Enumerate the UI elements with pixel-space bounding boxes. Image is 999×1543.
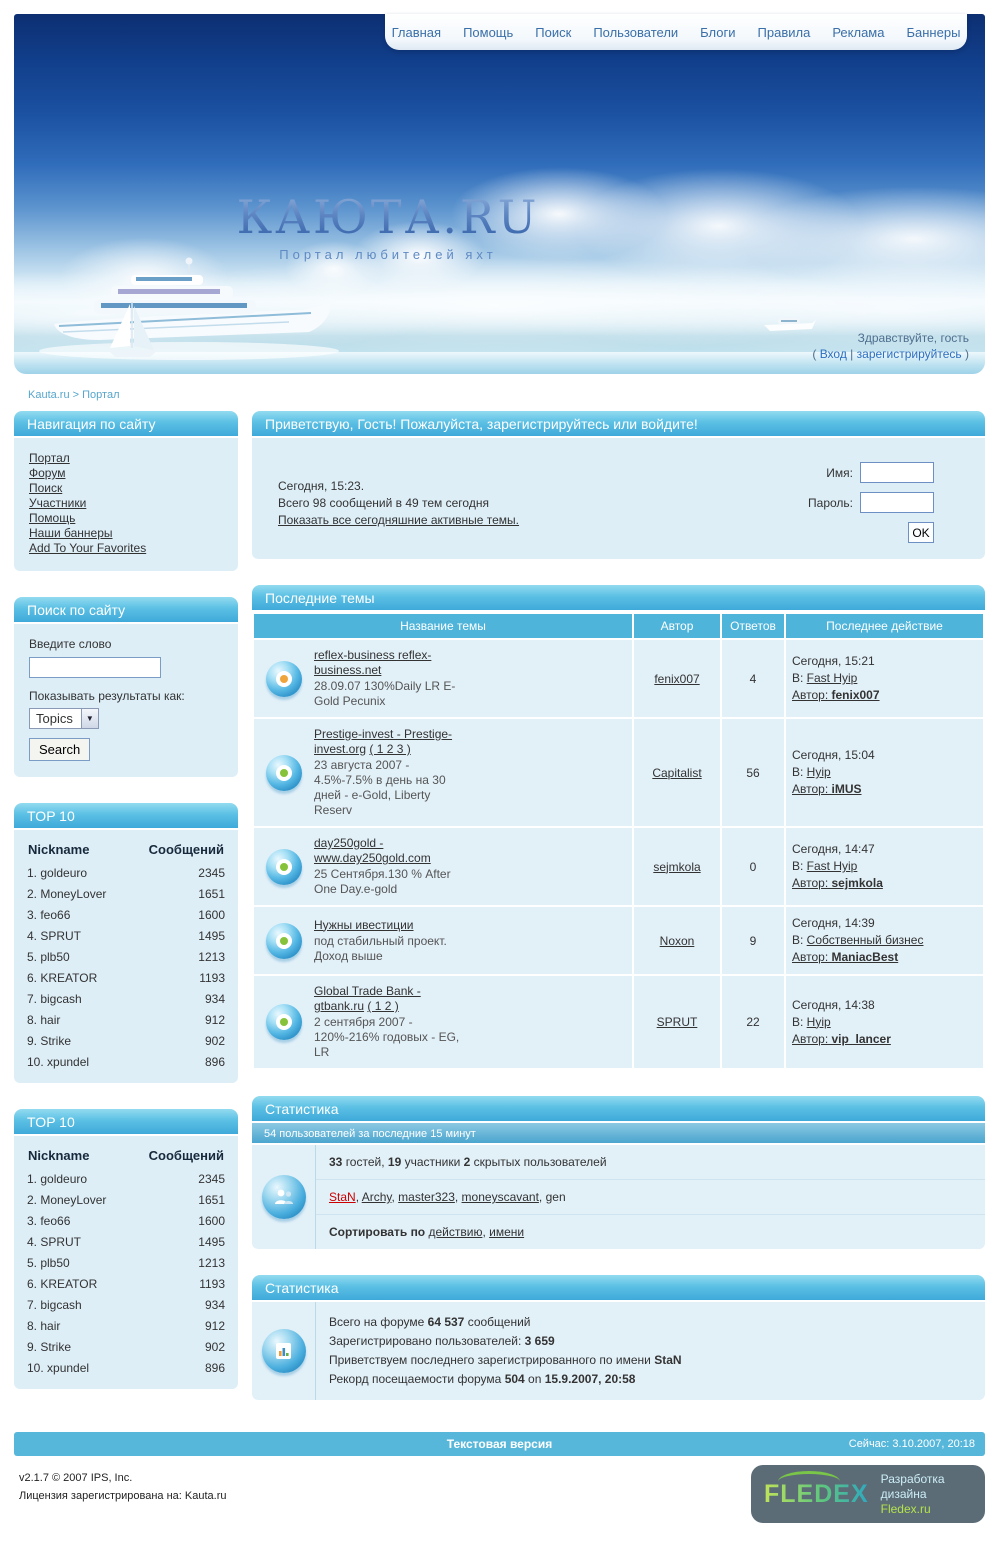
topic-name-cell xyxy=(254,719,632,826)
sidebar-nav-link[interactable]: Помощь xyxy=(29,511,76,525)
nav-link[interactable]: Главная xyxy=(391,24,442,40)
site-navigation-list xyxy=(29,451,223,556)
topic-icon xyxy=(266,661,302,697)
topic-row xyxy=(254,828,983,905)
main-nav xyxy=(385,14,967,50)
nav-link[interactable]: Реклама xyxy=(832,24,885,40)
sidebar-nav-link[interactable]: Участники xyxy=(29,496,87,510)
topic-name-cell xyxy=(254,640,632,717)
top10-row xyxy=(27,1031,225,1052)
forum-link[interactable]: Собственный бизнес xyxy=(806,933,924,947)
top10-count: 1651 xyxy=(198,1193,225,1207)
forum-link[interactable]: Fast Hyip xyxy=(806,859,858,873)
top10-title: TOP 10 xyxy=(14,1109,238,1136)
top10-row xyxy=(27,947,225,968)
site-logo xyxy=(14,190,762,262)
top10-count: 1193 xyxy=(199,1277,225,1291)
top10-count: 934 xyxy=(204,992,225,1006)
topic-last-forum: В: Hyip xyxy=(792,765,831,779)
topic-author-cell xyxy=(634,719,720,826)
logo-subtitle: Портал любителей яхт xyxy=(279,247,497,262)
topic-icon xyxy=(266,849,302,885)
top10-count: 896 xyxy=(204,1361,225,1375)
top10-count: 912 xyxy=(204,1319,225,1333)
forum-stats-line-registered: Зарегистрировано пользователей: 3 659 xyxy=(329,1334,555,1348)
top10-rows xyxy=(27,1169,225,1379)
topic-last-date: Сегодня, 14:38 xyxy=(792,997,875,1012)
name-label: Имя: xyxy=(826,465,853,480)
show-active-topics-link[interactable]: Показать все сегодняшние активные темы. xyxy=(278,513,520,527)
topic-replies-count: 56 xyxy=(722,719,784,826)
users-icon xyxy=(262,1175,306,1219)
footer-info xyxy=(14,1456,985,1543)
topic-description: 2 сентября 2007 - 120%-216% годовых - EG, LR xyxy=(314,1015,460,1059)
topic-replies-count: 0 xyxy=(722,828,784,905)
topic-title-link[interactable]: Global Trade Bank - gtbank.ru xyxy=(314,984,421,1013)
footer-license xyxy=(14,1465,227,1505)
top10-count: 2345 xyxy=(198,1172,225,1186)
sidebar-nav-link[interactable]: Форум xyxy=(29,466,66,480)
online-user[interactable]: master323 xyxy=(398,1190,455,1204)
top10-row xyxy=(27,1337,225,1358)
last-author-link[interactable]: Автор: vip_lancer xyxy=(792,1031,891,1046)
online-counts-line: 33 гостей, 19 участники 2 скрытых пользователей xyxy=(316,1145,985,1180)
topic-last-date: Сегодня, 14:39 xyxy=(792,916,875,930)
nav-item xyxy=(689,25,746,40)
topic-last-date: Сегодня, 14:47 xyxy=(792,842,875,856)
last-author-link[interactable]: Автор: sejmkola xyxy=(792,876,883,890)
forum-stats-content xyxy=(316,1302,985,1400)
top10-count: 1600 xyxy=(198,1214,225,1228)
top10-col-messages: Сообщений xyxy=(148,1148,224,1163)
top10-nickname: 8. hair xyxy=(27,1013,61,1027)
fledex-logo: FLEDEX xyxy=(764,1479,869,1508)
search-input[interactable] xyxy=(29,657,161,678)
topic-last-cell xyxy=(786,719,983,826)
online-stats-panel xyxy=(252,1096,985,1249)
small-yacht-illustration xyxy=(762,314,818,334)
site-search-title: Поиск по сайту xyxy=(14,597,238,624)
topic-last-cell xyxy=(786,907,983,974)
fledex-site-link[interactable]: Fledex.ru xyxy=(880,1501,931,1516)
online-user: gen xyxy=(545,1190,566,1204)
topic-icon xyxy=(266,1004,302,1040)
top10-count: 902 xyxy=(204,1340,225,1354)
text-version-link[interactable]: Текстовая версия xyxy=(446,1437,553,1451)
top10-panel-2 xyxy=(14,1109,238,1389)
site-search-panel xyxy=(14,597,238,777)
forum-link[interactable]: Hyip xyxy=(806,1014,831,1029)
nav-item xyxy=(895,25,971,40)
top10-count: 2345 xyxy=(198,866,225,880)
top10-header-row xyxy=(27,835,225,863)
top10-count: 1651 xyxy=(198,887,225,901)
sidebar-nav-item xyxy=(29,466,223,481)
topic-last-date: Сегодня, 15:21 xyxy=(792,654,875,668)
login-prefix: ( xyxy=(812,347,820,361)
password-label: Пароль: xyxy=(808,495,853,510)
topics-col-last: Последнее действие xyxy=(786,614,983,638)
top10-count: 1213 xyxy=(198,950,225,964)
topics-header-row xyxy=(254,614,983,638)
online-stats-subtitle: 54 пользователей за последние 15 минут xyxy=(252,1123,985,1145)
register-link[interactable]: зарегистрируйтесь xyxy=(856,347,962,361)
sort-link[interactable]: действию xyxy=(428,1225,483,1239)
nav-link[interactable]: Пользователи xyxy=(593,24,679,40)
topic-replies-count: 9 xyxy=(722,907,784,974)
top10-nickname: 8. hair xyxy=(27,1319,61,1333)
search-input-label: Введите слово xyxy=(29,637,112,651)
top10-nickname: 7. bigcash xyxy=(27,1298,82,1312)
top10-nickname: 4. SPRUT xyxy=(27,1235,82,1249)
ok-button[interactable]: OK xyxy=(908,522,934,543)
breadcrumb-separator: > xyxy=(69,389,83,401)
breadcrumb-page: Портал xyxy=(82,389,120,401)
top10-row xyxy=(27,1295,225,1316)
sidebar-nav-link[interactable]: Add To Your Favorites xyxy=(29,541,147,555)
top10-nickname: 1. goldeuro xyxy=(27,866,88,880)
topic-last-forum: В: Fast Hyip xyxy=(792,671,858,685)
nav-item xyxy=(747,25,822,40)
site-navigation-body xyxy=(14,438,238,571)
top10-count: 896 xyxy=(204,1055,225,1069)
online-stats-icon-column xyxy=(252,1145,316,1249)
topic-author-link[interactable]: sejmkola xyxy=(653,859,701,874)
forum-stats-line-total: Всего на форуме 64 537 сообщений xyxy=(329,1315,531,1329)
top10-nickname: 3. feo66 xyxy=(27,1214,71,1228)
fledex-design-line: Разработка дизайна xyxy=(880,1471,945,1501)
online-stats-content xyxy=(316,1145,985,1249)
top10-row xyxy=(27,1232,225,1253)
topic-row xyxy=(254,907,983,974)
top10-title: TOP 10 xyxy=(14,803,238,830)
latest-topics-panel xyxy=(252,585,985,1070)
topic-last-cell xyxy=(786,640,983,717)
forum-stats-title: Статистика xyxy=(252,1275,985,1302)
top10-nickname: 1. goldeuro xyxy=(27,1172,88,1186)
topic-name-cell xyxy=(254,828,632,905)
top10-row xyxy=(27,1253,225,1274)
last-author-link[interactable]: Автор: ManiacBest xyxy=(792,950,899,964)
top10-count: 1495 xyxy=(198,1235,225,1249)
sidebar-nav-item xyxy=(29,511,223,526)
topic-icon xyxy=(266,923,302,959)
top10-row xyxy=(27,1190,225,1211)
online-user[interactable]: moneyscavant xyxy=(461,1190,539,1204)
search-results-select-value: Topics xyxy=(36,711,73,726)
nav-item xyxy=(821,25,895,40)
greeting-block xyxy=(812,330,969,362)
topic-author-link[interactable]: Noxon xyxy=(659,933,695,948)
topic-icon xyxy=(266,755,302,791)
topics-col-author: Автор xyxy=(634,614,720,638)
top10-nickname: 3. feo66 xyxy=(27,908,71,922)
chevron-down-icon[interactable]: ▼ xyxy=(81,709,98,728)
top10-nickname: 7. bigcash xyxy=(27,992,82,1006)
topic-author-cell xyxy=(634,640,720,717)
topic-author-cell xyxy=(634,907,720,974)
topic-replies-count: 22 xyxy=(722,976,784,1068)
topic-replies-count: 4 xyxy=(722,640,784,717)
topic-description: под стабильный проект. Доход выше xyxy=(314,933,447,963)
sidebar-nav-item xyxy=(29,481,223,496)
nav-link[interactable]: Помощь xyxy=(463,24,514,40)
topic-last-author xyxy=(792,687,977,704)
online-user[interactable]: StaN xyxy=(329,1190,356,1204)
fledex-badge[interactable] xyxy=(751,1465,985,1523)
site-navigation-title: Навигация по сайту xyxy=(14,411,238,438)
topics-col-replies: Ответов xyxy=(722,614,784,638)
topic-last-cell xyxy=(786,828,983,905)
online-stats-title: Статистика xyxy=(252,1096,985,1123)
topic-title-link[interactable]: reflex-business reflex-business.net xyxy=(314,648,432,677)
topic-author-link[interactable]: fenix007 xyxy=(654,671,700,686)
nav-item xyxy=(381,25,452,40)
welcome-title: Приветствую, Гость! Пожалуйста, зарегистрируйтесь или войдите! xyxy=(252,411,985,438)
top10-row xyxy=(27,905,225,926)
footer-bar xyxy=(14,1432,985,1456)
topic-description: 23 августа 2007 - 4.5%-7.5% в день на 30 дней - e-Gold, Liberty Reserv xyxy=(314,758,446,817)
online-users-line: StaN, Archy, master323, moneyscavant, gen xyxy=(316,1180,985,1215)
nav-item xyxy=(582,25,689,40)
topic-last-author xyxy=(792,949,977,966)
forum-stats-line-newest: Приветствуем последнего зарегистрированного по имени StaN xyxy=(329,1353,682,1367)
top10-count: 1213 xyxy=(198,1256,225,1270)
topic-title-link[interactable]: Prestige-invest - Prestige-invest.org xyxy=(314,727,453,756)
top10-panel xyxy=(14,803,238,1083)
nav-item xyxy=(452,25,524,40)
top10-nickname: 2. MoneyLover xyxy=(27,887,107,901)
topic-name-cell xyxy=(254,907,632,974)
topic-last-forum: В: Собственный бизнес xyxy=(792,933,924,947)
site-navigation-panel xyxy=(14,411,238,571)
login-separator: | xyxy=(846,347,857,361)
latest-topics-title: Последние темы xyxy=(252,585,985,612)
top10-count: 1495 xyxy=(198,929,225,943)
sidebar-nav-item xyxy=(29,541,223,556)
logo-title: КАЮТА.RU xyxy=(14,190,762,244)
forum-link[interactable]: Hyip xyxy=(806,765,831,779)
top10-count: 902 xyxy=(204,1034,225,1048)
login-suffix: ) xyxy=(961,347,969,361)
topic-pages-links[interactable]: ( 1 2 3 ) xyxy=(369,742,411,756)
top10-count: 912 xyxy=(204,1013,225,1027)
forum-stats-line-record: Рекорд посещаемости форума 504 on 15.9.2007, 20:58 xyxy=(329,1372,636,1386)
topics-col-name: Название темы xyxy=(254,614,632,638)
top10-row xyxy=(27,1211,225,1232)
top10-col-nickname: Nickname xyxy=(28,1148,90,1163)
topic-last-author xyxy=(792,875,977,892)
topic-author-cell xyxy=(634,976,720,1068)
online-user[interactable]: Archy xyxy=(361,1190,392,1204)
topic-last-date: Сегодня, 15:04 xyxy=(792,748,875,762)
sidebar-nav-link[interactable]: Портал xyxy=(29,451,70,465)
password-field[interactable] xyxy=(860,492,934,513)
top10-header-row xyxy=(27,1141,225,1169)
last-author-link[interactable]: Автор: iMUS xyxy=(792,782,862,796)
sidebar-nav-link[interactable]: Поиск xyxy=(29,481,63,495)
search-button[interactable]: Search xyxy=(29,738,90,761)
welcome-panel xyxy=(252,411,985,559)
top10-nickname: 6. KREATOR xyxy=(27,971,98,985)
top10-nickname: 6. KREATOR xyxy=(27,1277,98,1291)
site-header xyxy=(14,14,985,361)
welcome-info xyxy=(278,462,658,543)
latest-topics-table xyxy=(252,612,985,1070)
top10-nickname: 9. Strike xyxy=(27,1034,72,1048)
top10-rows xyxy=(27,863,225,1073)
top10-row xyxy=(27,884,225,905)
yacht-illustration xyxy=(39,252,339,362)
topic-title-link[interactable]: day250gold - www.day250gold.com xyxy=(314,836,431,865)
page xyxy=(14,14,985,1543)
forum-stats-panel xyxy=(252,1275,985,1400)
search-results-select[interactable] xyxy=(29,708,99,729)
main-content xyxy=(252,411,985,1426)
name-field[interactable] xyxy=(860,462,934,483)
sort-link[interactable]: имени xyxy=(489,1225,525,1239)
topic-author-cell xyxy=(634,828,720,905)
topic-title-link[interactable]: Нужны ивестиции xyxy=(314,917,414,932)
top10-row xyxy=(27,1316,225,1337)
top10-col-messages: Сообщений xyxy=(148,842,224,857)
topic-name-cell xyxy=(254,976,632,1068)
topic-row xyxy=(254,719,983,826)
top10-row xyxy=(27,926,225,947)
nav-link[interactable]: Баннеры xyxy=(906,24,961,40)
topic-row xyxy=(254,640,983,717)
forum-stats-icon-column xyxy=(252,1302,316,1400)
top10-row xyxy=(27,1052,225,1073)
nav-link[interactable]: Поиск xyxy=(535,24,572,40)
breadcrumb-site-link[interactable]: Kauta.ru xyxy=(28,389,70,401)
sort-label: Сортировать по xyxy=(329,1225,429,1239)
top10-row xyxy=(27,1358,225,1379)
top10-count: 1193 xyxy=(199,971,225,985)
topic-description: 25 Сентября.130 % After One Day.e-gold xyxy=(314,867,451,896)
sort-line xyxy=(316,1215,985,1249)
top10-count: 1600 xyxy=(198,908,225,922)
forum-stats-lines xyxy=(316,1302,985,1400)
welcome-today-line: Сегодня, 15:23. xyxy=(278,479,365,493)
welcome-body xyxy=(252,438,985,559)
last-author-link[interactable]: Автор: fenix007 xyxy=(792,688,880,702)
sidebar-nav-item xyxy=(29,496,223,511)
top10-col-nickname: Nickname xyxy=(28,842,90,857)
topic-description: 28.09.07 130%Daily LR E-Gold Pecunix xyxy=(314,679,456,708)
top10-row xyxy=(27,989,225,1010)
top10-row xyxy=(27,1274,225,1295)
top10-row xyxy=(27,968,225,989)
topic-last-forum: В: Fast Hyip xyxy=(792,859,858,873)
top10-row xyxy=(27,1010,225,1031)
sidebar-nav-item xyxy=(29,526,223,541)
site-search-body xyxy=(14,624,238,777)
top10-nickname: 2. MoneyLover xyxy=(27,1193,107,1207)
sidebar-nav-link[interactable]: Наши баннеры xyxy=(29,526,113,540)
top10-nickname: 5. plb50 xyxy=(27,950,70,964)
greeting-text: Здравствуйте, гость xyxy=(857,331,969,345)
nav-link[interactable]: Блоги xyxy=(700,24,736,40)
top10-nickname: 10. xpundel xyxy=(27,1361,90,1375)
top10-nickname: 4. SPRUT xyxy=(27,929,82,943)
main-nav-list xyxy=(385,14,967,50)
topic-pages-links[interactable]: ( 1 2 ) xyxy=(367,999,399,1013)
top10-nickname: 5. plb50 xyxy=(27,1256,70,1270)
sidebar xyxy=(14,411,238,1415)
footer-current-time: Сейчас: 3.10.2007, 20:18 xyxy=(848,1438,975,1450)
top10-nickname: 9. Strike xyxy=(27,1340,72,1354)
topic-last-author xyxy=(792,1031,977,1048)
topic-author-link[interactable]: Capitalist xyxy=(652,765,702,780)
welcome-totals-line: Всего 98 сообщений в 49 тем сегодня xyxy=(278,496,489,510)
greeting-links xyxy=(812,346,969,362)
sailboat-illustration xyxy=(102,296,164,360)
top10-row xyxy=(27,1169,225,1190)
nav-link[interactable]: Правила xyxy=(757,24,811,40)
top10-nickname: 10. xpundel xyxy=(27,1055,90,1069)
topic-last-forum: В: Hyip xyxy=(792,1014,831,1029)
search-results-label: Показывать результаты как: xyxy=(29,689,185,703)
top10-row xyxy=(27,863,225,884)
topic-last-author xyxy=(792,781,977,798)
login-form xyxy=(658,462,934,543)
fledex-text xyxy=(881,1472,972,1517)
chart-icon xyxy=(262,1329,306,1373)
topic-last-cell xyxy=(786,976,983,1068)
topic-author-link[interactable]: SPRUT xyxy=(656,1015,698,1029)
online-stats-body xyxy=(252,1145,985,1249)
nav-item xyxy=(524,25,582,40)
footer-license-line: Лицензия зарегистрирована на: Kauta.ru xyxy=(19,1490,227,1502)
top10-body xyxy=(14,830,238,1083)
footer-version-line: v2.1.7 © 2007 IPS, Inc. xyxy=(19,1472,133,1484)
top10-body xyxy=(14,1136,238,1389)
forum-link[interactable]: Fast Hyip xyxy=(806,671,858,685)
breadcrumb xyxy=(28,389,985,401)
topic-row xyxy=(254,976,983,1068)
login-link[interactable]: Вход xyxy=(819,347,847,361)
forum-stats-body xyxy=(252,1302,985,1400)
sort-links: действию, имени xyxy=(428,1225,525,1239)
sidebar-nav-item xyxy=(29,451,223,466)
top10-count: 934 xyxy=(204,1298,225,1312)
